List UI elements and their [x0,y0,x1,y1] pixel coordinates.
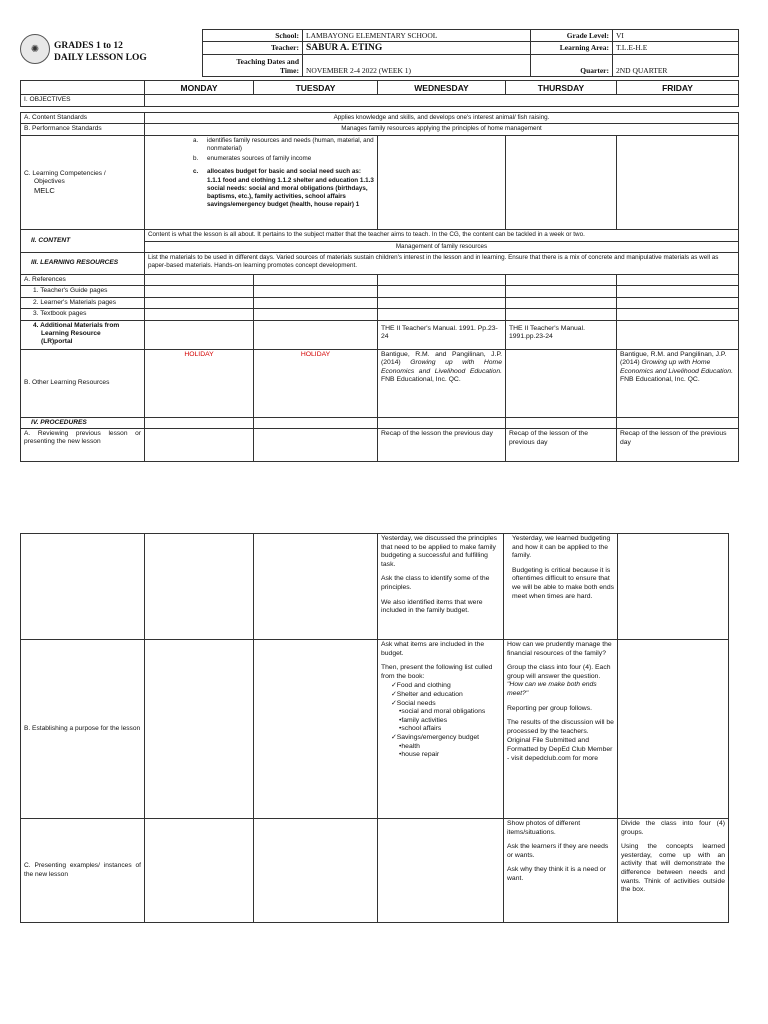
purpose-label: B. Establishing a purpose for the lesson [21,640,145,819]
additional-wed: THE II Teacher's Manual. 1991. Pp.23-24 [378,320,506,349]
cell-empty [145,286,254,297]
cell-empty [378,275,506,286]
lesson-log-table [20,80,739,462]
additional-materials-label [21,320,145,349]
other-resources-wed [378,349,506,417]
purpose-thu-question: "How can we make both ends meet?" [507,681,597,697]
other-resources-label: B. Other Learning Resources [21,349,145,417]
examples-thu-p2: Ask the learners if they are needs or wants. [507,843,609,859]
review-thu-p2: Budgeting is critical because it is oftentimes difficult to ensure that we will be able to make both ends meet when times are hard. [512,566,615,600]
competency-c-text: allocates budget for basic and social need such as: 1.1.1 food and clothing 1.1.2 shelter and education 1.1.3 social needs: social and moral obligations (birthdays, baptisms, etc.), family activities, school affairs savings/emergency budget (health, house repair) 1 [207,168,374,209]
day-tuesday: TUESDAY [254,81,378,95]
cell-empty [254,429,378,462]
purpose-wed-p1: Ask what items are included in the budget. [381,641,485,657]
competencies-label-line2: Objectives [34,178,65,186]
recap-fri: Recap of the lesson of the previous day [617,429,739,462]
competencies-label-line3: MELC [34,185,55,195]
cell-empty [254,819,378,923]
lesson-log-table-continued [20,533,729,923]
cell-empty [506,349,617,417]
other-resources-fri [617,349,739,417]
area-value: T.L.E-H.E [613,42,739,55]
competencies-thu [506,135,617,229]
cell-empty [145,534,254,640]
school-label: School: [203,30,303,42]
recap-thu: Recap of the lesson of the previous day [506,429,617,462]
ref-authors: Bantigue, R.M. and Pangilinan, J.P. (2014) [381,350,502,367]
cell-empty [506,297,617,308]
list-item: ✓ Savings/emergency budget [391,734,500,743]
content-value: Management of family resources [145,241,739,252]
dates-label-line1: Teaching Dates and [236,56,299,66]
objectives-label: I. OBJECTIVES [21,95,145,107]
cell-empty [254,297,378,308]
cell-empty [145,275,254,286]
review-wed-p3: We also identified items that were included in the family budget. [381,598,483,615]
school-value: LAMBAYONG ELEMENTARY SCHOOL [303,30,531,42]
cell-empty [254,534,378,640]
cell-empty [617,320,739,349]
list-item: • school affairs [391,725,500,734]
day-wednesday: WEDNESDAY [378,81,506,95]
cell-empty [145,819,254,923]
purpose-thu-p5: Original File Submitted and Formatted by DepEd Club Member - visit depedclub.com for more [507,737,613,762]
cell-empty [145,417,254,428]
page-title [54,40,147,64]
day-thursday: THURSDAY [506,81,617,95]
purpose-thu-p2a: Group the class into four (4). Each group will answer the question. [507,664,611,680]
dates-label-line2: Time: [279,65,299,75]
procedures-label: IV. PROCEDURES [21,417,145,428]
purpose-wed [378,640,504,819]
cell-empty [617,275,739,286]
cell-empty [617,286,739,297]
cell-empty [145,297,254,308]
cell-empty [145,640,254,819]
cell-empty [506,309,617,320]
review-detail-wed [378,534,504,640]
review-wed-p2: Ask the class to identify some of the principles. [381,575,490,591]
competencies-list [145,135,378,229]
teachers-guide-label: 1. Teacher's Guide pages [21,286,145,297]
examples-thu [504,819,618,923]
competencies-wed [378,135,506,229]
cell-empty [254,417,378,428]
competencies-fri [617,135,739,229]
cell-empty [378,286,506,297]
list-item: • family activities [391,717,500,726]
area-label: Learning Area: [531,42,613,55]
ref-publisher: FNB Educational, Inc. QC. [620,376,700,384]
competency-a-text: identifies family resources and needs (human, material, and nonmaterial) [207,136,374,153]
list-item: • health [391,743,500,752]
cell-empty [618,640,729,819]
competency-c [193,168,374,209]
corner-cell [21,81,145,95]
teacher-value: SABUR A. ETING [303,42,531,55]
examples-fri [618,819,729,923]
additional-line3: (LR)portal [41,338,73,346]
list-item: ✓ Shelter and education [391,691,500,700]
list-item: • social and moral obligations [391,708,500,717]
cell-empty [506,417,617,428]
competency-c-marker: c. [193,168,199,176]
title-line2: DAILY LESSON LOG [54,53,147,63]
competency-b-text: enumerates sources of family income [207,155,312,163]
day-friday: FRIDAY [617,81,739,95]
objectives-empty [145,95,739,107]
additional-line2: Learning Resource [41,330,101,338]
competencies-label-line1: C. Learning Competencies / [24,169,106,177]
additional-line1: 4. Additional Materials from [33,321,120,329]
purpose-thu [504,640,618,819]
purpose-thu-p2 [507,664,614,698]
cell-empty [506,286,617,297]
purpose-wed-p2: Then, present the following list culled from the book: [381,664,493,680]
references-label: A. References [21,275,145,286]
cell-empty [254,309,378,320]
cell-empty [617,309,739,320]
ref-title: Growing up with Home Economics and Livelihood Education. [620,359,733,375]
examples-label: C. Presenting examples/ instances of the new lesson [21,819,145,923]
competencies-label [21,135,145,229]
cell-empty [378,819,504,923]
budget-list [381,682,500,759]
review-thu-p1: Yesterday, we learned budgeting and how it can be applied to the family. [512,535,611,560]
ref-publisher: FNB Educational, Inc. QC. [381,376,461,384]
cell-empty [145,429,254,462]
title-line1: GRADES 1 to 12 [54,41,123,51]
cell-empty [254,286,378,297]
cell-empty [618,534,729,640]
examples-fri-p2: Using the concepts learned yesterday, come up with an activity that will demonstrate the difference between needs and wants. Think of activities outside the box. [621,843,725,894]
list-item: ✓ Food and clothing [391,682,500,691]
content-label: II. CONTENT [21,229,145,252]
holiday-monday: HOLIDAY [145,349,254,417]
additional-thu: THE II Teacher's Manual. 1991.pp.23-24 [506,320,617,349]
content-standards-value: Applies knowledge and skills, and develops one's interest animal/ fish raising. [145,113,739,124]
cell-empty [145,320,254,349]
cell-empty [506,275,617,286]
purpose-thu-p4: The results of the discussion will be processed by the teachers. [507,719,614,735]
dates-label [203,55,303,77]
performance-standards-label: B. Performance Standards [21,124,145,135]
examples-fri-p1: Divide the class into four (4) groups. [621,820,725,836]
cell-empty [145,309,254,320]
list-item: ✓ Social needs [391,700,500,709]
recap-wed: Recap of the lesson the previous day [378,429,506,462]
ref-authors: Bantigue, R.M. and Pangilinan, J.P. (2014) [620,350,727,367]
grade-label: Grade Level: [531,30,613,42]
purpose-thu-p1: How can we prudently manage the financial resources of the family? [507,641,612,657]
holiday-tuesday: HOLIDAY [254,349,378,417]
ref-title: Growing up with Home Economics and Livelihood Education. [381,359,502,375]
competency-a [193,137,374,153]
review-detail-thu [504,534,618,640]
learning-resources-description: List the materials to be used in different days. Varied sources of materials sustain children's interest in the lesson and in learning. Ensure that there is a mix of concrete and manipulative materials as well as paper-based materials. Hands-on learning promotes concept development. [145,253,739,275]
competency-b [193,155,374,163]
day-monday: MONDAY [145,81,254,95]
textbook-label: 3. Textbook pages [21,309,145,320]
dates-value: NOVEMBER 2-4 2022 (WEEK 1) [303,55,531,77]
competency-a-marker: a. [193,136,199,144]
examples-thu-p3: Ask why they think it is a need or want. [507,866,606,882]
cell-empty [378,297,506,308]
quarter-label: Quarter: [531,55,613,77]
header-info-table [202,29,739,77]
cell-empty [378,417,506,428]
deped-seal-icon: ✺ [20,34,50,64]
learning-resources-label: III. LEARNING RESOURCES [21,253,145,275]
review-wed-p1: Yesterday, we discussed the principles that need to be applied to make family budgeting a successful and fulfilling task. [381,535,497,568]
competency-b-marker: b. [193,155,199,163]
list-item: • house repair [391,751,500,760]
quarter-value: 2ND QUARTER [613,55,739,77]
purpose-thu-p3: Reporting per group follows. [507,704,593,712]
cell-empty [617,297,739,308]
performance-standards-value: Manages family resources applying the principles of home management [145,124,739,135]
review-label: A. Reviewing previous lesson or presenting the new lesson [21,429,145,462]
cell-empty [254,320,378,349]
content-description: Content is what the lesson is all about. It pertains to the subject matter that the teacher aims to teach. In the CG, the content can be tackled in a week or two. [145,229,739,241]
examples-thu-p1: Show photos of different items/situations. [507,820,581,836]
cell-empty [617,417,739,428]
teacher-label: Teacher: [203,42,303,55]
cell-empty [21,534,145,640]
learners-materials-label: 2. Learner's Materials pages [21,297,145,308]
cell-empty [378,309,506,320]
grade-value: VI [613,30,739,42]
cell-empty [254,275,378,286]
content-standards-label: A. Content Standards [21,113,145,124]
cell-empty [254,640,378,819]
